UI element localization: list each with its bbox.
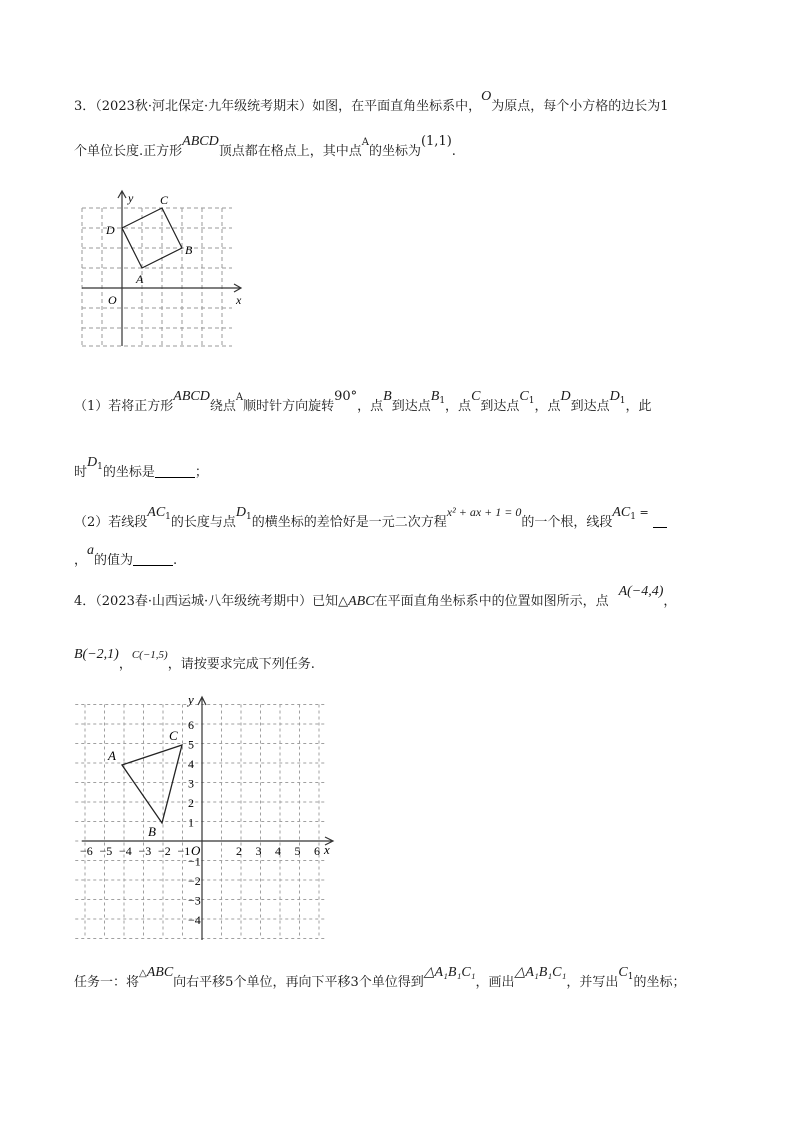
rotation-angle: 90° <box>334 389 358 404</box>
origin-label: O <box>191 843 201 858</box>
q4-task-1 <box>74 965 686 996</box>
vertex-c-label: C <box>160 193 169 207</box>
triangle-abc <box>122 745 182 823</box>
q3-text: 顺时针方向旋转 <box>243 399 335 414</box>
segment-ac1-symbol: AC <box>147 505 166 520</box>
y-tick-label: −2 <box>188 874 201 888</box>
triangle-a1b1c1: △A₁B₁C₁ <box>514 965 567 980</box>
q3-part-2-line-1 <box>74 505 667 536</box>
x-tick-label: 3 <box>255 844 262 858</box>
variable-a-symbol: a <box>87 543 95 558</box>
q3-text: 的坐标为 <box>368 144 421 159</box>
triangle-name: ABC <box>348 594 375 609</box>
y-tick-label: −3 <box>188 893 201 908</box>
point-d1-symbol: D <box>87 455 98 470</box>
q3-text: 时 <box>74 465 88 480</box>
q3-text: ，点 <box>357 399 384 414</box>
subscript: 1 <box>165 512 171 522</box>
q3-text: 的一个根，线段 <box>521 515 613 530</box>
point-d-symbol: D <box>560 389 571 404</box>
q4-text: 任务一：将 <box>74 975 140 990</box>
q3-text: ， <box>74 553 88 568</box>
y-tick-label: 5 <box>188 737 194 752</box>
q3-text: 到达点 <box>391 399 431 414</box>
q3-text: 的坐标是 <box>102 465 155 480</box>
x-axis-label: x <box>236 293 242 307</box>
vertex-b-label: B <box>185 243 193 257</box>
y-tick-label: −4 <box>188 913 201 927</box>
q4-text: ，并写出 <box>566 975 619 990</box>
q4-line-1 <box>74 584 677 611</box>
q3-figure-grid <box>76 188 248 348</box>
vertex-b-label: B <box>148 824 156 839</box>
segment-ac1-symbol: AC <box>612 505 631 520</box>
equals-sign: = <box>639 506 649 519</box>
q3-line-2 <box>74 134 456 162</box>
q4-figure-grid <box>66 692 346 944</box>
q4-text: 4．（2023春·山西运城·八年级统考期中）已知△ <box>74 594 349 609</box>
q4-text: ，请按要求完成下列任务. <box>167 657 315 672</box>
q4-text: 在平面直角坐标系中的位置如图所示，点 <box>374 594 609 609</box>
x-tick-label: −6 <box>80 844 93 858</box>
q3-text: 的值为 <box>94 553 134 568</box>
q3-text: 的横坐标的差恰好是一元二次方程 <box>251 515 447 530</box>
y-tick-label: −1 <box>188 854 201 869</box>
q4-line-2 <box>74 647 315 674</box>
subscript: 1 <box>528 396 535 406</box>
q4-text: 向右平移5个单位，再向下平移3个单位得到 <box>173 975 424 990</box>
q3-text: 3．（2023秋·河北保定·九年级统考期末）如图，在平面直角坐标系中， <box>74 99 482 114</box>
triangle-a1b1c1: △A₁B₁C₁ <box>423 965 476 980</box>
square-name: ABCD <box>182 134 219 149</box>
q3-text: 个单位长度.正方形 <box>74 144 183 159</box>
x-tick-label: −5 <box>99 844 113 858</box>
point-b1-symbol: B <box>430 389 440 404</box>
q3-text: ； <box>194 465 208 480</box>
origin-symbol: O <box>481 89 492 104</box>
x-tick-label: 4 <box>275 844 281 858</box>
q3-text: ，点 <box>445 399 472 414</box>
q3-text: （1）若将正方形 <box>74 399 174 414</box>
triangle-symbol: △ <box>139 968 147 979</box>
y-tick-label: 6 <box>188 718 194 732</box>
q3-part-1-line-1 <box>74 389 652 420</box>
q4-text: ， <box>663 594 677 609</box>
vertex-c-label: C <box>169 728 178 743</box>
answer-blank-d1[interactable] <box>155 465 195 478</box>
x-tick-label: −1 <box>177 844 191 858</box>
point-c1-symbol: C <box>618 965 628 980</box>
q3-text: 绕点 <box>209 399 236 414</box>
vertex-a-label: A <box>136 272 144 286</box>
y-tick-label: 1 <box>188 815 194 830</box>
point-d1-symbol: D <box>609 389 620 404</box>
q3-text: （2）若线段 <box>74 515 148 530</box>
subscript: 1 <box>619 396 626 406</box>
subscript: 1 <box>630 512 636 522</box>
q3-text: ，点 <box>534 399 561 414</box>
point-a-symbol: A <box>235 392 244 403</box>
x-tick-label: −3 <box>138 844 152 858</box>
q3-part-1-line-2 <box>74 455 208 486</box>
point-a-symbol: A <box>361 137 369 148</box>
y-tick-label: 3 <box>188 776 194 791</box>
q3-text: . <box>451 144 456 159</box>
vertex-a-label: A <box>108 748 116 763</box>
square-abcd <box>122 208 182 268</box>
q3-text: . <box>173 553 178 568</box>
x-tick-label: 5 <box>294 844 301 858</box>
q3-line-1 <box>74 89 669 116</box>
q3-text: 为原点，每个小方格的边长为1 <box>491 99 669 114</box>
square-name: ABCD <box>173 389 210 404</box>
point-c-symbol: C <box>471 389 481 404</box>
subscript: 1 <box>627 972 634 982</box>
q3-text: 到达点 <box>570 399 610 414</box>
q4-text: ， <box>118 657 132 672</box>
y-axis-label: y <box>128 191 134 205</box>
point-c-coordinate: C(−1,5) <box>131 649 168 661</box>
x-tick-label: −2 <box>158 844 171 858</box>
x-tick-label: −4 <box>119 844 132 858</box>
subscript: 1 <box>246 512 252 522</box>
point-b-symbol: B <box>383 389 392 404</box>
triangle-name: ABC <box>146 965 174 980</box>
q3-text: 顶点都在格点上，其中点 <box>218 144 362 159</box>
y-axis-label: y <box>188 692 194 707</box>
point-a-coordinate: A(−4,4) <box>618 584 664 599</box>
q3-text: 到达点 <box>480 399 520 414</box>
q3-text: 的长度与点 <box>170 515 236 530</box>
q4-text: ，画出 <box>475 975 515 990</box>
subscript: 1 <box>97 462 103 472</box>
point-a-coordinate: (1,1) <box>420 134 452 149</box>
x-axis-label: x <box>324 842 330 857</box>
q4-text: 的坐标； <box>633 975 686 990</box>
subscript: 1 <box>439 396 446 406</box>
answer-blank-ac1[interactable] <box>653 515 667 528</box>
x-tick-label: 2 <box>236 844 242 858</box>
q3-text: ，此 <box>625 399 652 414</box>
point-c1-symbol: C <box>519 389 529 404</box>
point-d1-symbol: D <box>235 505 247 520</box>
quadratic-equation: x² + ax + 1 = 0 <box>446 505 522 519</box>
vertex-d-label: D <box>106 223 115 237</box>
x-tick-label: 6 <box>314 844 320 858</box>
q3-part-2-line-2 <box>74 543 178 570</box>
answer-blank-a[interactable] <box>133 553 173 566</box>
point-b-coordinate: B(−2,1) <box>74 647 119 662</box>
y-tick-label: 2 <box>188 796 194 810</box>
origin-label: O <box>108 293 117 307</box>
y-tick-label: 4 <box>188 757 194 771</box>
